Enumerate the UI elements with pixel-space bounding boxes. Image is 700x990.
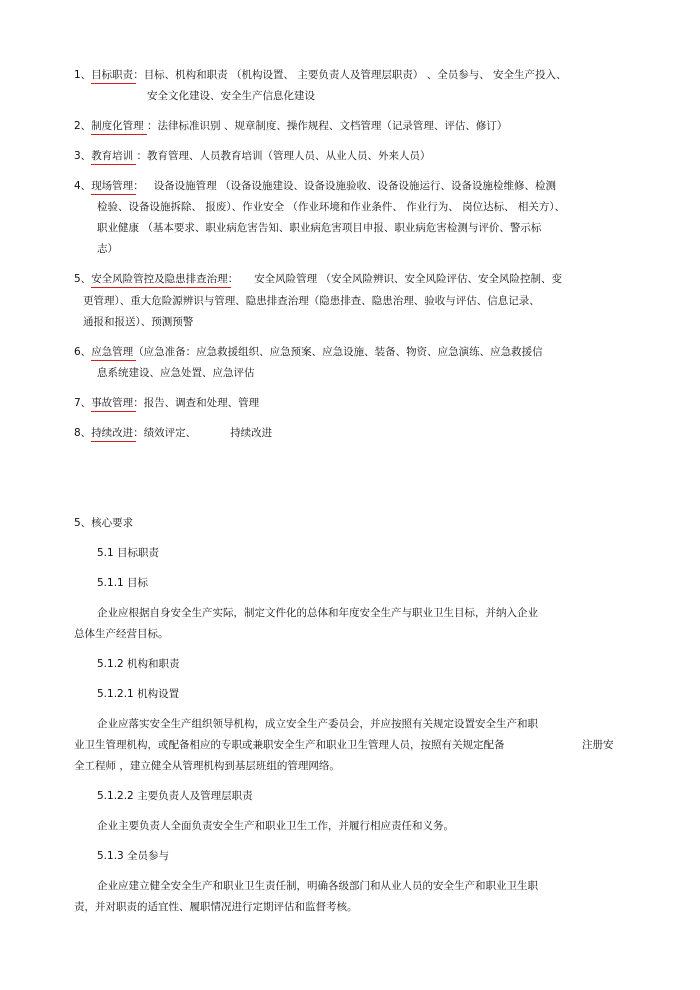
item-title: 目标职责 <box>91 69 134 81</box>
item-4-line-1 <box>74 179 556 193</box>
item-4-line-3: 职业健康 （基本要求、职业病危害告知、职业病危害项目申报、职业病危害检测与评价、警示标 <box>97 222 542 234</box>
item-5-line-3: 通报和报送）、预测预警 <box>83 316 194 328</box>
item-title: 持续改进 <box>91 427 134 439</box>
paragraph-2-line-2 <box>74 738 505 752</box>
item-text: 持续改进 <box>230 427 273 439</box>
paragraph-4-line-2: 责，并对职责的适宜性、履职情况进行定期评估和监督考核。 <box>74 901 358 913</box>
section-5-1-2-1: 5.1.2.1 机构设置 <box>97 688 180 700</box>
paragraph-4-line-1: 企业应建立健全安全生产和职业卫生责任制，明确各级部门和从业人员的安全生产和职业卫生职 <box>97 880 538 892</box>
item-title: 教育培训 <box>91 150 134 162</box>
section-heading: 5、核心要求 <box>74 517 134 529</box>
item-separator: ： <box>133 427 144 439</box>
item-title: 安全风险管控及隐患排查治理 <box>91 273 228 285</box>
item-8-line-1 <box>74 426 272 440</box>
paragraph-2-line-2-tail: 注册安 <box>582 739 614 751</box>
item-title: 应急管理 <box>91 346 134 358</box>
item-text: 报告、调查和处理、管理 <box>143 397 260 409</box>
item-text: 安全风险管理 （安全风险辨识、安全风险评估、安全风险控制、变 <box>254 273 563 285</box>
item-text: 法律标准识别 、规章制度、操作规程、文档管理（记录管理、评估、修订） <box>157 120 508 132</box>
item-text: 教育管理、人员教育培训（管理人员、从业人员、外来人员） <box>147 150 431 162</box>
item-1-line-1 <box>74 68 567 82</box>
paragraph-2-line-3: 全工程师 ，建立健全从管理机构到基层班组的管理网络。 <box>74 760 340 772</box>
paragraph-2-text: 业卫生管理机构，或配备相应的专职或兼职安全生产和职业卫生管理人员，按照有关规定配备 <box>74 739 505 751</box>
item-separator: ： <box>133 69 144 81</box>
item-text: （应急准备：应急救援组织、应急预案、应急设施、装备、物资、应急演练、应急救援信 <box>133 346 543 358</box>
item-separator: ： <box>133 150 148 162</box>
item-number: 8、 <box>74 427 92 439</box>
item-number: 6、 <box>74 346 92 358</box>
section-5-1: 5.1 目标职责 <box>97 547 160 559</box>
item-number: 5、 <box>74 273 92 285</box>
item-5-line-2: 更管理）、重大危险源辨识与管理、隐患排查治理（隐患排查、隐患治理、验收与评估、信息记录、 <box>83 295 540 307</box>
paragraph-3: 企业主要负责人全面负责安全生产和职业卫生工作，并履行相应责任和义务。 <box>97 820 454 832</box>
item-separator: ： <box>133 180 144 192</box>
section-5-1-1: 5.1.1 目标 <box>97 577 149 589</box>
item-6-line-1 <box>74 345 543 359</box>
item-separator: ： <box>143 120 158 132</box>
item-number: 7、 <box>74 397 92 409</box>
item-number: 2、 <box>74 120 92 132</box>
section-5-1-3: 5.1.3 全员参与 <box>97 850 170 862</box>
item-3-line-1 <box>74 149 431 163</box>
item-4-line-2: 检验、设备设施拆除、 报废）、作业安全 （作业环境和作业条件、 作业行为、 岗位达标、 相关方）、 <box>97 201 566 213</box>
paragraph-2-line-1: 企业应落实安全生产组织领导机构，成立安全生产委员会，并应按照有关规定设置安全生产和职 <box>97 718 538 730</box>
item-number: 1、 <box>74 69 92 81</box>
item-separator: ： <box>133 397 144 409</box>
item-text: 绩效评定、 <box>143 427 197 439</box>
item-number: 4、 <box>74 180 92 192</box>
item-title: 制度化管理 <box>91 120 144 132</box>
item-text: 目标、机构和职责 （机构设置、 主要负责人及管理层职责） 、全员参与、 安全生产投入、 <box>143 69 567 81</box>
section-5-1-2: 5.1.2 机构和职责 <box>97 658 180 670</box>
item-4-line-4: 志） <box>97 243 118 255</box>
paragraph-1-line-1: 企业应根据自身安全生产实际，制定文件化的总体和年度安全生产与职业卫生目标，并纳入企业 <box>97 607 538 619</box>
item-2-line-1 <box>74 119 507 133</box>
item-text: 设备设施管理 （设备设施建设、设备设施验收、设备设施运行、设备设施检维修、检测 <box>153 180 557 192</box>
item-separator: ： <box>227 273 239 285</box>
item-number: 3、 <box>74 150 92 162</box>
paragraph-1-line-2: 总体生产经营目标。 <box>74 628 169 640</box>
item-7-line-1 <box>74 396 259 410</box>
item-6-line-2: 息系统建设、应急处置、应急评估 <box>97 367 255 379</box>
item-title: 现场管理 <box>91 180 134 192</box>
section-5-1-2-2: 5.1.2.2 主要负责人及管理层职责 <box>97 790 253 802</box>
item-title: 事故管理 <box>91 397 134 409</box>
item-5-line-1 <box>74 272 562 286</box>
item-1-line-2: 安全文化建设、安全生产信息化建设 <box>147 90 315 102</box>
